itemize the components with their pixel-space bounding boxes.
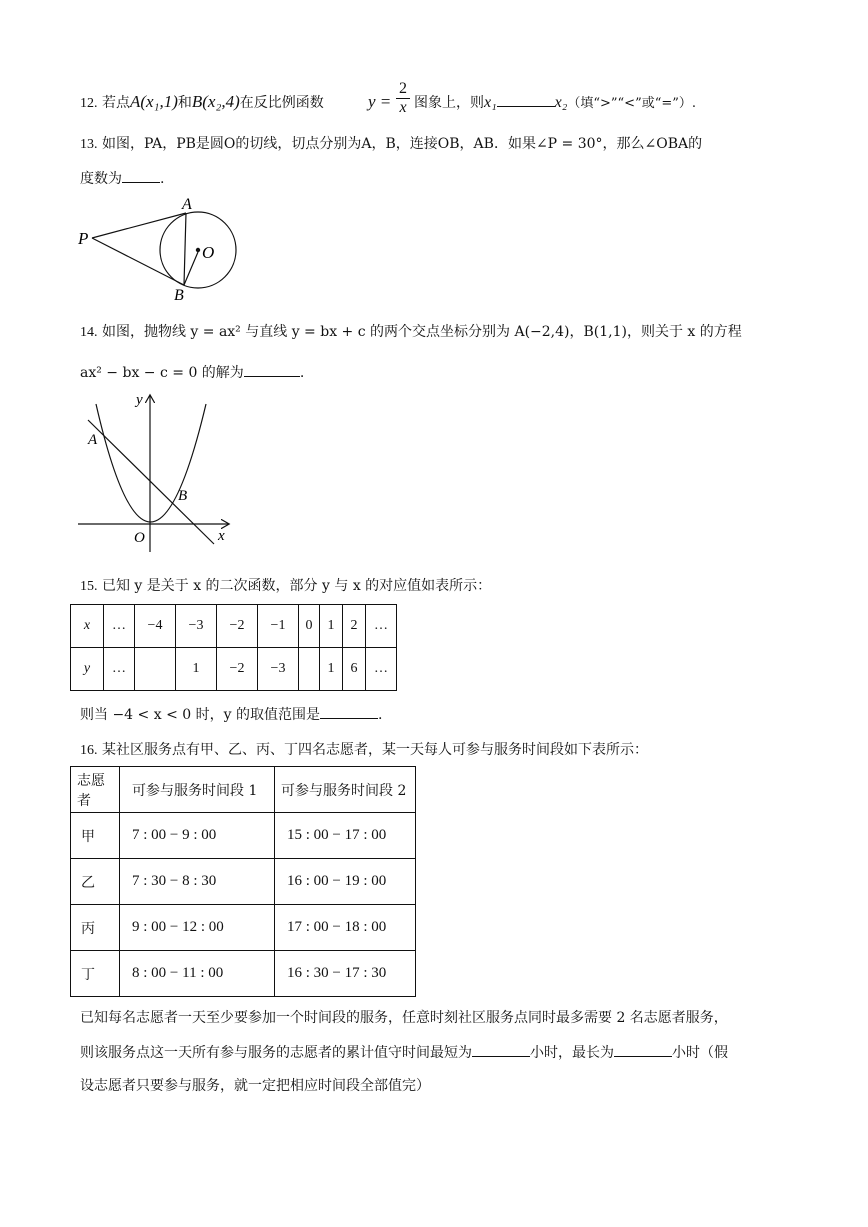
tangent-pb [92,238,184,285]
q13-answer-blank[interactable] [122,168,160,183]
q15-after-text: 则当 −4 < x < 0 时，y 的取值范围是 [80,707,320,723]
label-b: B [178,488,188,504]
table-cell: −3 [176,605,217,648]
q12-hint: （填“>”“<”或“=”）. [567,96,697,111]
table-cell: −2 [217,605,258,648]
line-ab [88,420,214,544]
q13-period: . [160,171,165,187]
table-cell: 16 : 00 − 19 : 00 [275,859,416,905]
q12-text: 若点 [101,95,130,111]
tangent-pa [92,213,186,238]
q16-schedule-table [70,766,416,997]
table-cell: … [104,648,135,691]
q12-line [80,92,324,112]
chord-ab [184,213,186,285]
table-cell: … [366,605,397,648]
q15-value-table [70,604,397,691]
point-b-label: B [191,92,203,111]
table-cell: 7 : 00 − 9 : 00 [120,813,275,859]
table-cell: 17 : 00 − 18 : 00 [275,905,416,951]
table-cell: −2 [217,648,258,691]
q12-text-func: 在反比例函数 [239,95,324,111]
q13-text: 如图，PA，PB是圆O的切线，切点分别为A，B，连接OB，AB．如果∠P = 30°，那么∠OBA的 [101,136,703,152]
q16-paragraph1: 已知每名志愿者一天至少要参加一个时间段的服务，任意时刻社区服务点同时最多需要 2 名志愿者服务， [80,1010,728,1026]
label-x: x [218,528,225,544]
label-o: O [202,243,215,262]
q16-answer-blank-min[interactable] [472,1042,530,1057]
x1-var: x₁ [484,94,497,111]
label-b: B [174,287,184,304]
table-cell: 乙 [71,859,120,905]
q16-text: 某社区服务点有甲、乙、丙、丁四名志愿者，某一天每人可参与服务时间段如下表所示： [101,742,648,758]
q14-period: . [299,365,305,381]
parabola [96,404,206,522]
point-b-coord: (x₂,4) [202,92,240,111]
table-cell: 15 : 00 − 17 : 00 [275,813,416,859]
table-cell: 9 : 00 − 12 : 00 [120,905,275,951]
q13-tangent-figure [74,196,254,306]
table-cell: … [104,605,135,648]
q12-fraction [396,80,410,117]
label-a: A [182,196,192,213]
table-row [71,813,416,859]
table-cell: 丁 [71,951,120,997]
point-a-coord: (x₁,1) [140,92,178,111]
table-cell: 6 [343,648,366,691]
table-row [71,605,397,648]
table-cell: … [366,648,397,691]
table-cell: −4 [135,605,176,648]
q16-p2-text-b: 小时，最长为 [530,1045,614,1061]
q12-y-equals: y = [368,92,392,111]
q12-text-then: 图象上，则 [414,95,484,111]
q14-text: 如图，抛物线 y = ax² 与直线 y = bx + c 的两个交点坐标分别为 A(−2,4)，B(1,1)，则关于 x 的方程 [101,324,742,340]
q14-answer-blank[interactable] [244,362,300,377]
x2-var: x₂ [554,94,568,111]
table-cell: 1 [320,648,343,691]
q16-paragraph2 [80,1042,728,1063]
q14-line2 [80,362,304,383]
radius-ob [184,252,198,285]
q16-number: 16. [80,743,98,758]
table-cell: x [71,605,104,648]
table-cell [135,648,176,691]
q12-answer-blank[interactable] [497,92,555,107]
q13-line2 [80,168,164,189]
q12-line-end [414,92,696,114]
q16-p2-text-a: 则该服务点这一天所有参与服务的志愿者的累计值守时间最短为 [80,1045,472,1061]
q12-text-and: 和 [177,95,192,111]
table-cell: y [71,648,104,691]
table-cell: 丙 [71,905,120,951]
q16-paragraph3: 设志愿者只要参与服务，就一定把相应时间段全部值完） [80,1078,430,1094]
table-cell: 2 [343,605,366,648]
q15-answer-blank[interactable] [320,704,378,719]
q14-text2: ax² − bx − c = 0 的解为 [80,365,244,381]
center-o-dot [196,248,200,252]
table-cell: 8 : 00 − 11 : 00 [120,951,275,997]
q15-number: 15. [80,579,98,594]
table-row [71,648,397,691]
table-row [71,905,416,951]
table-cell: 1 [320,605,343,648]
q15-text: 已知 y 是关于 x 的二次函数，部分 y 与 x 的对应值如表所示： [101,578,492,594]
q16-line [80,740,648,761]
table-cell [299,648,320,691]
q14-number: 14. [80,325,98,340]
table-cell: 7 : 30 − 8 : 30 [120,859,275,905]
q15-period: . [377,707,383,723]
q15-after [80,704,382,725]
q16-answer-blank-max[interactable] [614,1042,672,1057]
q14-parabola-figure [74,390,244,560]
table-cell: 16 : 30 − 17 : 30 [275,951,416,997]
q16-p2-text-c: 小时（假 [672,1045,728,1061]
table-cell: −1 [258,605,299,648]
q13-text2: 度数为 [80,171,122,187]
table-header-cell: 志愿者 [71,767,120,813]
label-p: P [78,229,89,248]
table-header-cell: 可参与服务时间段 2 [275,767,416,813]
q14-line1 [80,322,742,343]
q15-line [80,576,491,597]
point-a-label: A [129,92,141,111]
fraction-numerator: 2 [396,80,410,99]
table-cell: −3 [258,648,299,691]
label-a: A [88,432,98,448]
table-cell: 甲 [71,813,120,859]
q13-number: 13. [80,137,98,152]
fraction-denominator: x [399,99,407,116]
q13-line1 [80,134,702,155]
table-row [71,951,416,997]
table-row [71,859,416,905]
table-header-row [71,767,416,813]
label-y: y [136,392,143,408]
q12-number: 12. [80,96,98,111]
table-header-cell: 可参与服务时间段 1 [120,767,275,813]
table-cell: 1 [176,648,217,691]
table-cell: 0 [299,605,320,648]
label-o: O [134,530,145,546]
